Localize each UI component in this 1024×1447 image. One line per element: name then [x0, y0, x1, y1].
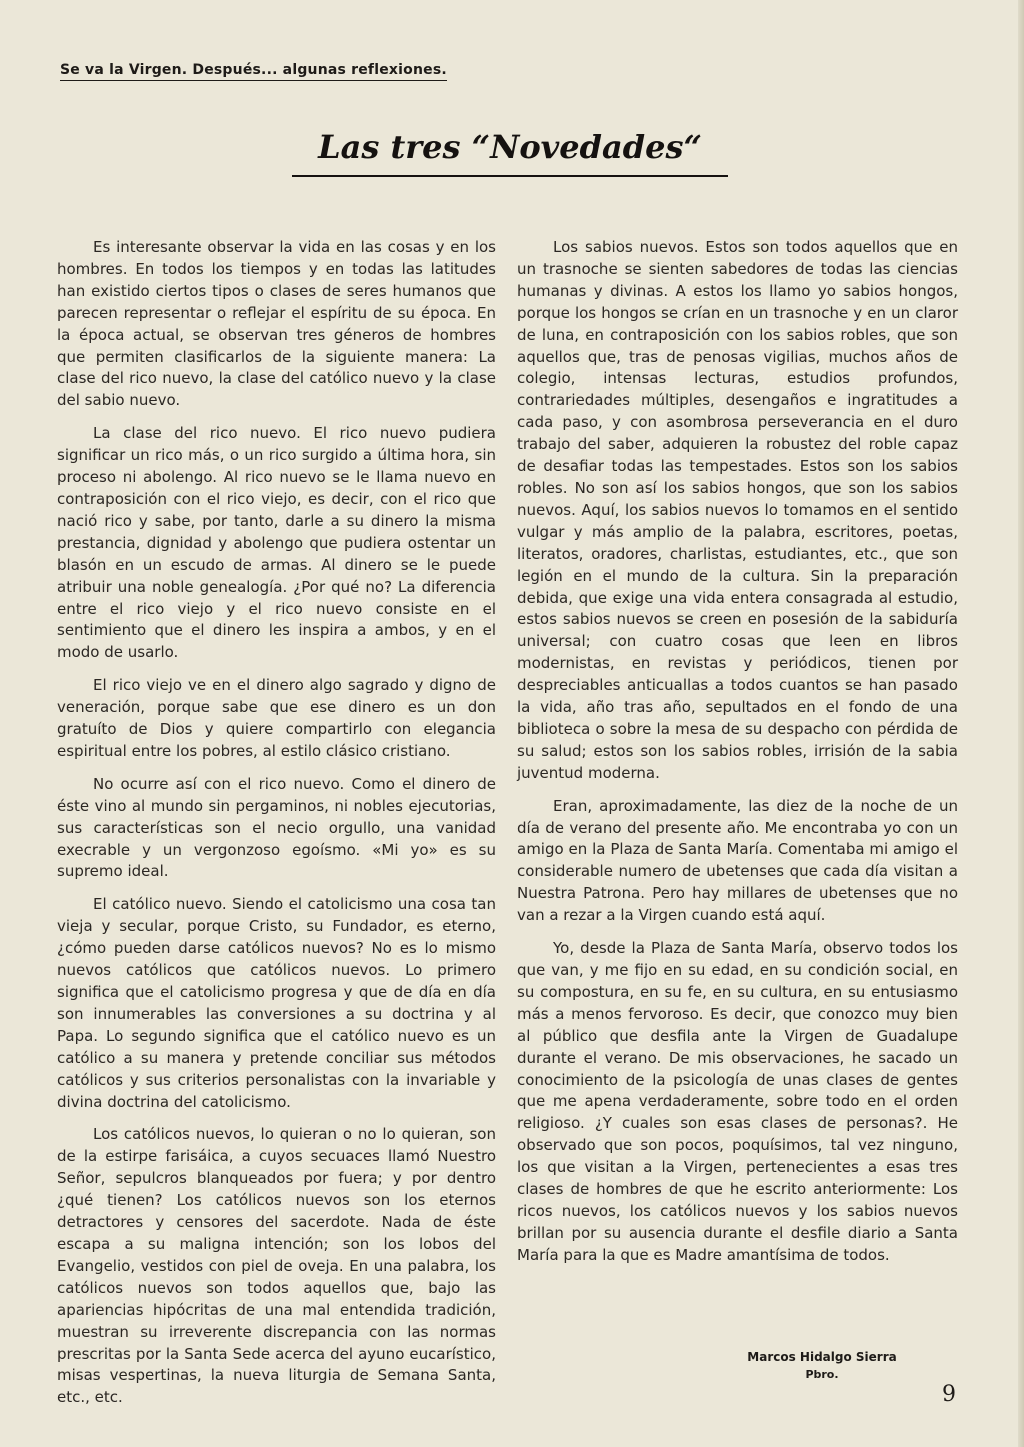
paragraph: Los sabios nuevos. Estos son todos aquellos que en un trasnoche se sienten sabedores de todas las ciencias humanas y divinas. A estos los llamo yo sabios hongos, porque los hongos se crían en un trasnoche y en un claror de luna, en contraposición con los sabios robles, que son aquellos que, tras de penosas vigilias, muchos años de colegio, intensas lecturas, estudios profundos, contrariedades múltiples, desengaños e ingratitudes a cada paso, y con asombrosa perseverancia en el duro trabajo del saber, adquieren la robustez del roble capaz de desafiar todas las tempestades. Estos son los sabios robles. No son así los sabios hongos, que son los sabios nuevos. Aquí, los sabios nuevos lo tomamos en el sentido vulgar y más amplio de la palabra, escritores, poetas, literatos, oradores, charlistas, estudiantes, etc., que son legión en el mundo de la cultura. Sin la preparación debida, que exige una vida entera consagrada al estudio, estos sabios nuevos se creen en posesión de la sabiduría universal; con cuatro cosas que leen en libros modernistas, en revistas y periódicos, tienen por despreciables anticuallas a todos cuantos se han pasado la vida, año tras año, sepultados en el fondo de una biblioteca o sobre la mesa de su despacho con pérdida de su salud; estos son los sabios robles, irrisión de la sabia juventud moderna.	[517, 238, 958, 782]
paragraph: Los católicos nuevos, lo quieran o no lo quieran, son de la estirpe farisáica, a cuyos secuaces llamó Nuestro Señor, sepulcros blanqueados por fuera; y por dentro ¿qué tienen? Los católicos nuevos son los eternos detractores y censores del sacerdote. Nada de éste escapa a su maligna intención; son los lobos del Evangelio, vestidos con piel de oveja. En una palabra, los católicos nuevos son todos aquellos que, bajo las apariencias hipócritas de una mal entendida tradición, muestran su irreverente discrepancia con las normas prescritas por la Santa Sede acerca del ayuno eucarístico, misas vespertinas, la nueva liturgia de Semana Santa, etc., etc.	[57, 1125, 496, 1407]
paragraph: El católico nuevo. Siendo el catolicismo una cosa tan vieja y secular, porque Cristo, su Fundador, es eterno, ¿cómo pueden darse católicos nuevos? No es lo mismo nuevos católicos que católicos nuevos. Lo primero significa que el catolicismo progresa y que de día en día son innumerables las conversiones a su doctrina y al Papa. Lo segundo significa que el católico nuevo es un católico a su manera y pretende conciliar sus métodos católicos y sus criterios personalistas con la invariable y divina doctrina del catolicismo.	[57, 895, 496, 1111]
section-kicker: Se va la Virgen. Después... algunas reflexiones.	[60, 62, 447, 81]
page-number: 9	[942, 1382, 956, 1407]
paragraph: La clase del rico nuevo. El rico nuevo pudiera significar un rico más, o un rico surgido a última hora, sin proceso ni abolengo. Al rico nuevo se le llama nuevo en contraposición con el rico viejo, es decir, con el rico que nació rico y sabe, por tanto, darle a su dinero la misma prestancia, dignidad y abolengo que pudiera ostentar un blasón en un escudo de armas. Al dinero se le puede atribuir una noble genealogía. ¿Por qué no? La diferencia entre el rico viejo y el rico nuevo consiste en el sentimiento que el dinero les inspira a ambos, y en el modo de usarlo.	[57, 424, 496, 662]
right-column	[517, 237, 958, 1278]
paragraph: El rico viejo ve en el dinero algo sagrado y digno de veneración, porque sabe que ese dinero es un don gratuíto de Dios y quiere compartirlo con elegancia espiritual entre los pobres, al estilo clásico cristiano.	[57, 676, 496, 760]
author-name: Marcos Hidalgo Sierra	[747, 1350, 897, 1364]
author-role: Pbro.	[805, 1368, 839, 1381]
paragraph: Es interesante observar la vida en las cosas y en los hombres. En todos los tiempos y en todas las latitudes han existido ciertos tipos o clases de seres humanos que parecen representar o reflejar el espíritu de su época. En la época actual, se observan tres géneros de hombres que permiten clasificarlos de la siguiente manera: La clase del rico nuevo, la clase del católico nuevo y la clase del sabio nuevo.	[57, 238, 496, 410]
paragraph: Eran, aproximadamente, las diez de la noche de un día de verano del presente año. Me encontraba yo con un amigo en la Plaza de Santa María. Comentaba mi amigo el considerable numero de ubetenses que cada día visitan a Nuestra Patrona. Pero hay millares de ubetenses que no van a rezar a la Virgen cuando está aquí.	[517, 796, 958, 925]
author-signature	[700, 1348, 944, 1384]
left-column	[57, 237, 496, 1420]
paragraph: No ocurre así con el rico nuevo. Como el dinero de éste vino al mundo sin pergaminos, ni nobles ejecutorias, sus características son el necio orgullo, una vanidad execrable y un vergonzoso egoísmo. «Mi yo» es su supremo ideal.	[57, 774, 496, 881]
article-title: Las tres “Novedades“	[318, 128, 702, 166]
page-edge-shadow	[1018, 0, 1024, 1447]
paragraph: Yo, desde la Plaza de Santa María, observo todos los que van, y me fijo en su edad, en su condición social, en su compostura, en su fe, en su cultura, en su entusiasmo más a menos fervoroso. Es decir, que conozco muy bien al público que desfila ante la Virgen de Guadalupe durante el verano. De mis observaciones, he sacado un conocimiento de la psicología de unas clases de gentes que me apena verdaderamente, sobre todo en el orden religioso. ¿Y cuales son esas clases de personas?. He observado que son pocos, poquísimos, tal vez ninguno, los que visitan a la Virgen, pertenecientes a esas tres clases de hombres de que he escrito anteriormente: Los ricos nuevos, los católicos nuevos y los sabios nuevos brillan por su ausencia durante el desfile diario a Santa María para la que es Madre amantísima de todos.	[517, 939, 958, 1264]
title-underline	[292, 175, 728, 177]
